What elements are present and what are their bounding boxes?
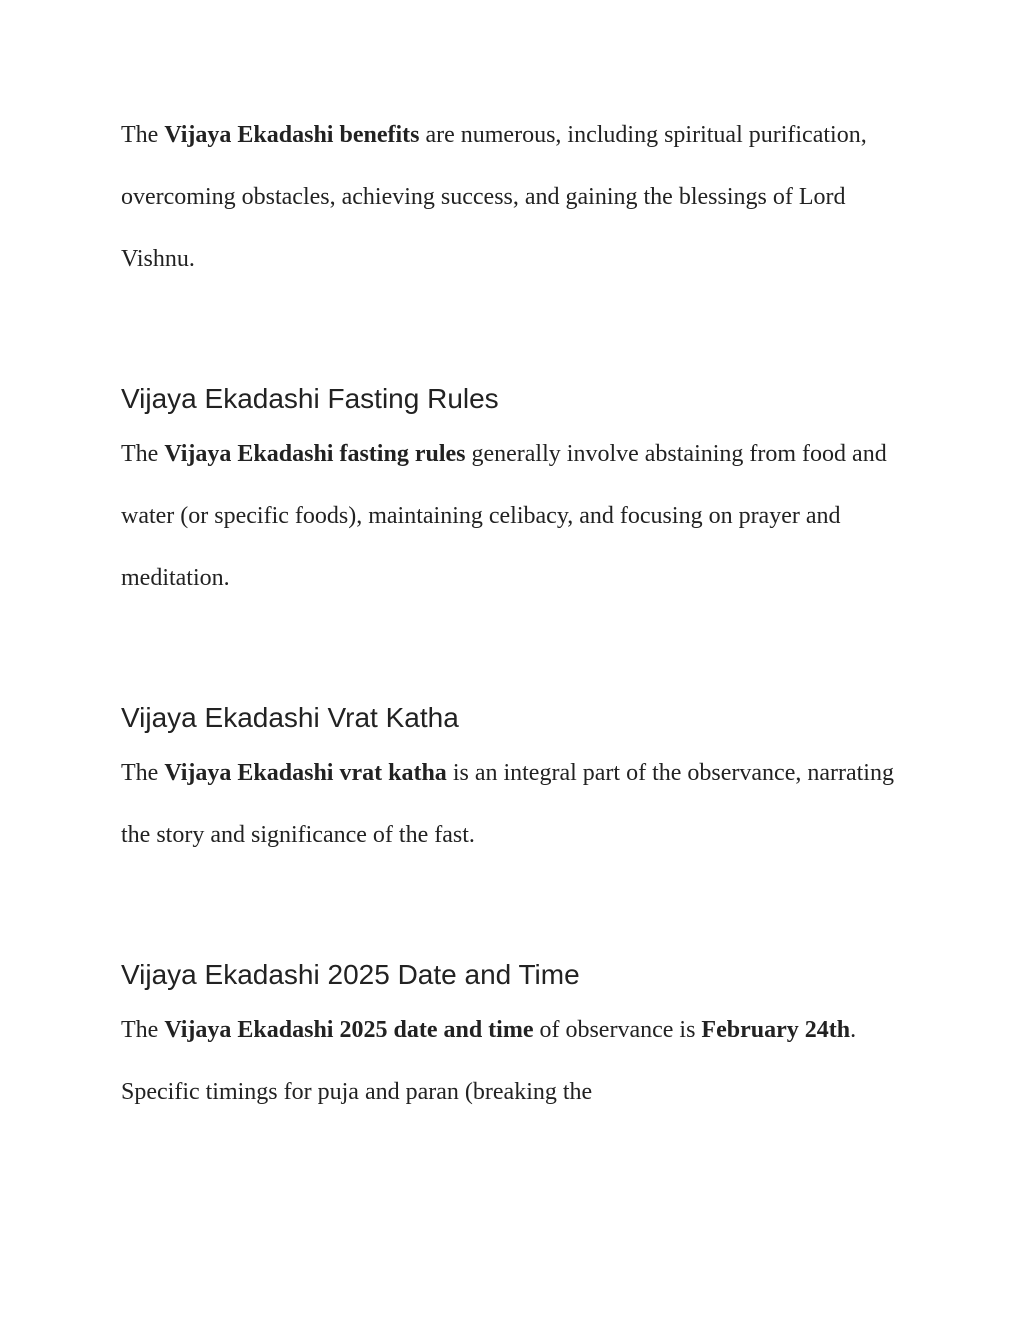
date-time-text: . Specific timings for puja and paran (breaking the <box>121 1017 857 1105</box>
fasting-rules-prefix: The <box>121 441 165 467</box>
vrat-katha-keyword: Vijaya Ekadashi vrat katha <box>164 760 447 786</box>
benefits-paragraph <box>121 104 921 290</box>
date-time-keyword: Vijaya Ekadashi 2025 date and time <box>164 1017 534 1043</box>
date-time-heading: Vijaya Ekadashi 2025 Date and Time <box>121 959 580 990</box>
fasting-rules-text: generally involve abstaining from food and water (or specific foods), maintaining celibacy, and focusing on prayer and meditation. <box>121 441 887 591</box>
fasting-rules-heading: Vijaya Ekadashi Fasting Rules <box>121 383 499 414</box>
fasting-rules-paragraph <box>121 423 921 609</box>
fasting-rules-keyword: Vijaya Ekadashi fasting rules <box>164 441 466 467</box>
vrat-katha-paragraph <box>121 742 921 866</box>
benefits-text: are numerous, including spiritual purification, overcoming obstacles, achieving success, and gaining the blessings of Lord Vishnu. <box>121 122 867 272</box>
vrat-katha-prefix: The <box>121 760 165 786</box>
benefits-prefix: The <box>121 122 165 148</box>
benefits-keyword: Vijaya Ekadashi benefits <box>164 122 420 148</box>
date-time-date: February 24th <box>701 1017 851 1043</box>
vrat-katha-text: is an integral part of the observance, narrating the story and significance of the fast. <box>121 760 894 848</box>
date-time-prefix: The <box>121 1017 165 1043</box>
date-time-paragraph <box>121 999 921 1123</box>
vrat-katha-heading: Vijaya Ekadashi Vrat Katha <box>121 702 459 733</box>
date-time-middle: of observance is <box>533 1017 702 1043</box>
